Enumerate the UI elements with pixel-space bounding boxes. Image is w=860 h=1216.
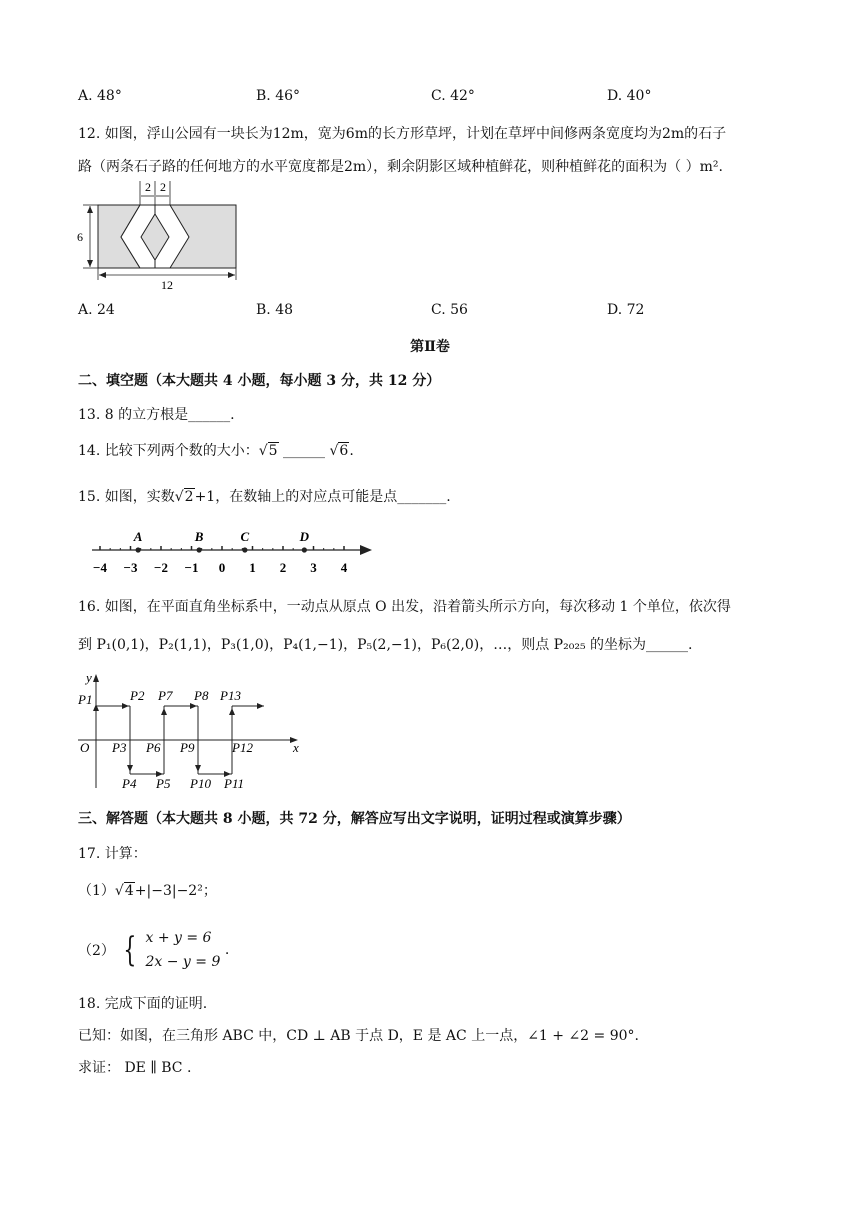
label-p4: P4 [122,776,137,791]
q12-label-length: 12 [161,278,173,292]
label-p12: P12 [232,740,253,755]
q12-label-width-2: 2 [160,180,166,194]
number-line-point-label: C [240,529,250,544]
number-line-tick-label: 2 [279,560,287,575]
q15-suffix: ，在数轴上的对应点可能是点_______. [215,489,451,505]
q15-text [78,486,451,506]
sqrt-symbol: √ [174,489,184,505]
q16-coordinate-figure [74,670,314,798]
q12-option-d: D. 72 [607,302,645,318]
label-p2: P2 [130,688,145,703]
label-p9: P9 [180,740,195,755]
q12-text-line1: 12. 如图，浮山公园有一块长为12m，宽为6m的长方形草坪，计划在草坪中间修两条宽度均为2m的石子 [78,126,727,142]
q12-option-a: A. 24 [78,302,115,318]
q14-prefix: 14. 比较下列两个数的大小： [78,443,259,459]
sqrt-symbol: √ [329,443,339,459]
number-line-point [302,547,307,552]
q18-prove: 求证： DE ∥ BC . [78,1060,192,1076]
q14-radicand-a: 5 [268,443,278,459]
label-p10: P10 [190,776,211,791]
q15-plus-one: +1 [194,489,216,505]
q12-option-b: B. 48 [256,302,294,318]
number-line-point [242,547,247,552]
number-line-point-label: B [194,529,204,544]
system-brace-icon: { [123,930,137,970]
q12-label-width-1: 2 [145,180,151,194]
part2-title: 第Ⅱ卷 [410,339,450,355]
q12-label-height: 6 [77,230,83,244]
number-line-tick-label: 4 [340,560,348,575]
label-p6: P6 [146,740,161,755]
q12-option-c: C. 56 [431,302,468,318]
label-p7: P7 [158,688,173,703]
q17-part1 [78,880,217,900]
number-line-tick-label: 1 [249,560,256,575]
q16-x-axis-label: x [293,740,299,755]
q14-suffix: . [349,443,354,459]
label-p3: P3 [112,740,127,755]
q11-option-c: C. 42° [431,88,475,104]
number-line-tick-label: −2 [154,560,168,575]
label-p11: P11 [224,776,244,791]
q11-option-d: D. 40° [607,88,652,104]
q16-origin-label: O [80,740,90,755]
number-line-tick-label: 0 [218,560,226,575]
number-line-point-label: D [299,529,310,544]
label-p5: P5 [156,776,171,791]
q14-text [78,440,354,460]
sqrt-symbol: √ [258,443,268,459]
q15-number-line [84,526,384,578]
q14-radicand-b: 6 [339,443,349,459]
q12-text-line2: 路（两条石子路的任何地方的水平宽度都是2m），剩余阴影区域种植鲜花，则种植鲜花的面积为（ ）m². [78,159,723,175]
q15-prefix: 15. 如图，实数 [78,489,175,505]
q16-text-line2: 到 P₁(0,1)，P₂(1,1)，P₃(1,0)，P₄(1,−1)，P₅(2,−1)，P₆(2,0)，…，则点 P₂₀₂₅ 的坐标为______. [78,637,693,653]
q17-part1-rest: +|−3|−2²； [134,883,217,899]
label-p8: P8 [194,688,209,703]
q17-title: 17. 计算： [78,846,147,862]
q13-text: 13. 8 的立方根是______. [78,407,235,423]
sqrt-symbol: √ [114,883,124,899]
q11-option-b: B. 46° [256,88,301,104]
number-line-point [136,547,141,552]
q17-equation-2: 2x − y = 9 [145,954,221,970]
q15-radicand: 2 [184,489,194,505]
number-line-tick-label: −4 [93,560,107,575]
q16-y-axis-label: y [86,670,92,685]
number-line-tick-label: 3 [310,560,317,575]
q17-equation-1: x + y = 6 [145,930,212,946]
section3-heading: 三、解答题（本大题共 8 小题，共 72 分，解答应写出文字说明，证明过程或演算步骤） [78,811,631,827]
q12-figure [70,176,250,294]
label-p1: P1 [78,692,93,707]
label-p13: P13 [220,688,241,703]
number-line-tick-label: −1 [184,560,199,575]
q14-blank: ______ [283,443,326,459]
number-line-point [197,547,202,552]
q18-title: 18. 完成下面的证明. [78,996,208,1012]
q18-given: 已知：如图，在三角形 ABC 中，CD ⊥ AB 于点 D，E 是 AC 上一点，∠1 + ∠2 = 90°. [78,1028,639,1044]
q16-text-line1: 16. 如图，在平面直角坐标系中，一动点从原点 O 出发，沿着箭头所示方向，每次移动 1 个单位，依次得 [78,599,731,615]
q17-part2 [78,926,229,974]
q17-part2-end: . [224,942,230,958]
q17-part2-label: （2） [78,943,115,959]
number-line-point-label: A [133,529,143,544]
section2-heading: 二、填空题（本大题共 4 小题，每小题 3 分，共 12 分） [78,373,441,389]
q11-option-a: A. 48° [78,88,122,104]
number-line-tick-label: −3 [123,560,138,575]
q17-part1-radicand: 4 [124,883,134,899]
q17-part1-label: （1） [78,883,115,899]
